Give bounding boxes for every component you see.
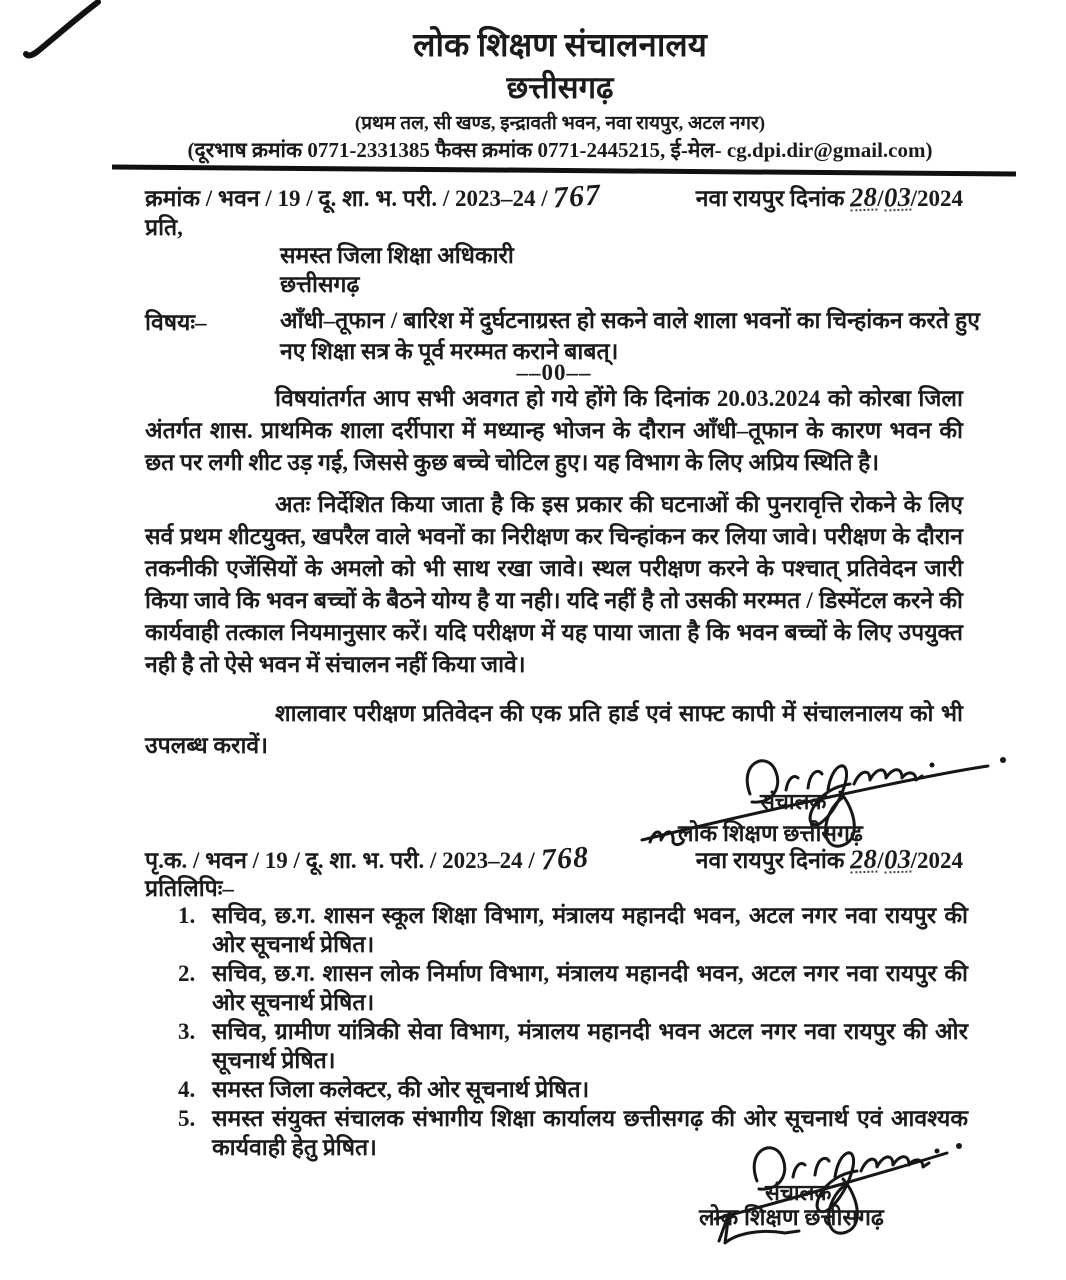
body-paragraph-2: अतः निर्देशित किया जाता है कि इस प्रकार की घटनाओं की पुनरावृत्ति रोकने के लिए सर्व प्रथम शीटयुक्त, खपरैल वाले भवनों का निरीक्षण कर चिन्हांकन कर लिया जावे। परीक्षण के दौरान तकनीकी एजेंसियों के अमलो को भी साथ रखा जावे। स्थल परीक्षण करने के पश्चात् प्रतिवेदन जारी किया जावे कि भवन बच्चों के बैठने योग्य है या नही। यदि नहीं है तो उसकी मरम्मत / डिस्मेंटल करने की कार्यवाही तत्काल नियमानुसार करें। यदि परीक्षण में यह पाया जाता है कि भवन बच्चों के लिए उपयुक्त नही है तो ऐसे भवन में संचालन नहीं किया जावे। <box>145 492 963 677</box>
ref1-prefix: क्रमांक / भवन / 19 / दू. शा. भ. परी. / 2023–24 / <box>145 186 548 211</box>
body-paragraph-3: शालावार परीक्षण प्रतिवेदन की एक प्रति हार्ड एवं साफ्ट कापी में संचालनालय को भी उपलब्ध करावें। <box>145 701 963 758</box>
ref2-date-sep2: / <box>910 848 917 873</box>
address-line-1: (प्रथम तल, सी खण्ड, इन्द्रावती भवन, नवा रायपुर, अटल नगर) <box>354 113 766 134</box>
signature-org: लोक शिक्षण छत्तीसगढ़ <box>699 1205 884 1230</box>
body-paragraph-1: विषयांतर्गत आप सभी अवगत हो गये होंगे कि दिनांक 20.03.2024 को कोरबा जिला अंतर्गत शास. प्राथमिक शाला दर्रीपारा में मध्यान्ह भोजन के दौरान आँधी–तूफान के कारण भवन की छत पर लगी शीट उड़ गई, जिससे कुछ बच्चे चोटिल हुए। यह विभाग के लिए अप्रिय स्थिति है। <box>145 386 963 475</box>
signature-block-1 <box>620 750 1020 852</box>
recipient-region: छत्तीसगढ़ <box>280 272 360 297</box>
copy-item <box>178 1017 968 1075</box>
to-label: प्रति, <box>145 215 183 240</box>
ref2-number-handwritten: 768 <box>539 840 590 877</box>
ref1-date-month: 03 <box>883 181 912 213</box>
ref-number-line-1 <box>145 178 963 215</box>
address-line-2: (दूरभाष क्रमांक 0771-2331385 फैक्स क्रमांक 0771-2445215, ई-मेल- cg.dpi.dir@gmail.com) <box>187 138 933 162</box>
ref1-date-day: 28 <box>849 181 878 213</box>
copy-item-text: समस्त संयुक्त संचालक संभागीय शिक्षा कार्यालय छत्तीसगढ़ की ओर सूचनार्थ एवं आवश्यक कार्यवाही हेतु प्रेषित। <box>212 1106 968 1160</box>
ref2-prefix: पृ.क. / भवन / 19 / दू. शा. भ. परी. / 2023–24 / <box>145 848 535 873</box>
org-name: लोक शिक्षण संचालनालय <box>413 28 707 64</box>
letterhead <box>60 24 1060 165</box>
signature-block-2 <box>615 1135 1015 1255</box>
copy-list <box>178 901 968 1162</box>
state-name: छत्तीसगढ़ <box>506 70 614 105</box>
copy-item-text: समस्त जिला कलेक्टर, की ओर सूचनार्थ प्रेषित। <box>212 1077 590 1102</box>
copy-item-number: 3. <box>178 1019 196 1044</box>
copy-item-number: 1. <box>178 903 196 928</box>
ref2-date-sep1: / <box>877 848 884 873</box>
signature-designation: संचालक <box>765 1180 832 1205</box>
subject-text: आँधी–तूफान / बारिश में दुर्घटनाग्रस्त हो सकने वाले शाला भवनों का चिन्हांकन करते हुए नए शिक्षा सत्र के पूर्व मरम्मत कराने बाबत्। <box>280 308 980 364</box>
copy-item <box>178 959 968 1017</box>
ref1-place-date-label: नवा रायपुर दिनांक <box>695 186 845 211</box>
copy-item-number: 2. <box>178 961 196 986</box>
copy-to-label: प्रतिलिपिः– <box>145 876 234 901</box>
header-rule <box>112 164 1016 176</box>
ref2-date-day: 28 <box>849 843 878 875</box>
copy-item-text: सचिव, छ.ग. शासन स्कूल शिक्षा विभाग, मंत्रालय महानदी भवन, अटल नगर नवा रायपुर की ओर सूचनार्थ प्रेषित। <box>212 903 968 957</box>
copy-item-number: 5. <box>178 1106 196 1131</box>
signature-org: लोक शिक्षण छत्तीसगढ़ <box>678 821 863 846</box>
ref1-number-handwritten: 767 <box>552 178 603 215</box>
ref2-date-month: 03 <box>883 843 912 875</box>
signature-designation: संचालक <box>760 789 827 814</box>
copy-item-number: 4. <box>178 1077 196 1102</box>
ref2-place-date-label: नवा रायपुर दिनांक <box>695 848 845 873</box>
copy-item-text: सचिव, ग्रामीण यांत्रिकी सेवा विभाग, मंत्रालय महानदी भवन अटल नगर नवा रायपुर की ओर सूचनार्थ प्रेषित। <box>212 1019 968 1073</box>
recipient-name: समस्त जिला शिक्षा अधिकारी <box>280 243 514 268</box>
copy-item <box>178 1075 968 1104</box>
ref1-date-sep1: / <box>877 186 884 211</box>
copy-item-text: सचिव, छ.ग. शासन लोक निर्माण विभाग, मंत्रालय महानदी भवन, अटल नगर नवा रायपुर की ओर सूचनार्थ प्रेषित। <box>212 961 968 1015</box>
subject-label: विषयः– <box>145 310 207 335</box>
copy-item <box>178 901 968 959</box>
section-separator: ––00–– <box>516 360 592 385</box>
ref2-date-year: 2024 <box>917 848 963 873</box>
ref1-date-year: 2024 <box>917 186 963 211</box>
ref-number-line-2 <box>145 840 963 877</box>
ref1-date-sep2: / <box>910 186 917 211</box>
